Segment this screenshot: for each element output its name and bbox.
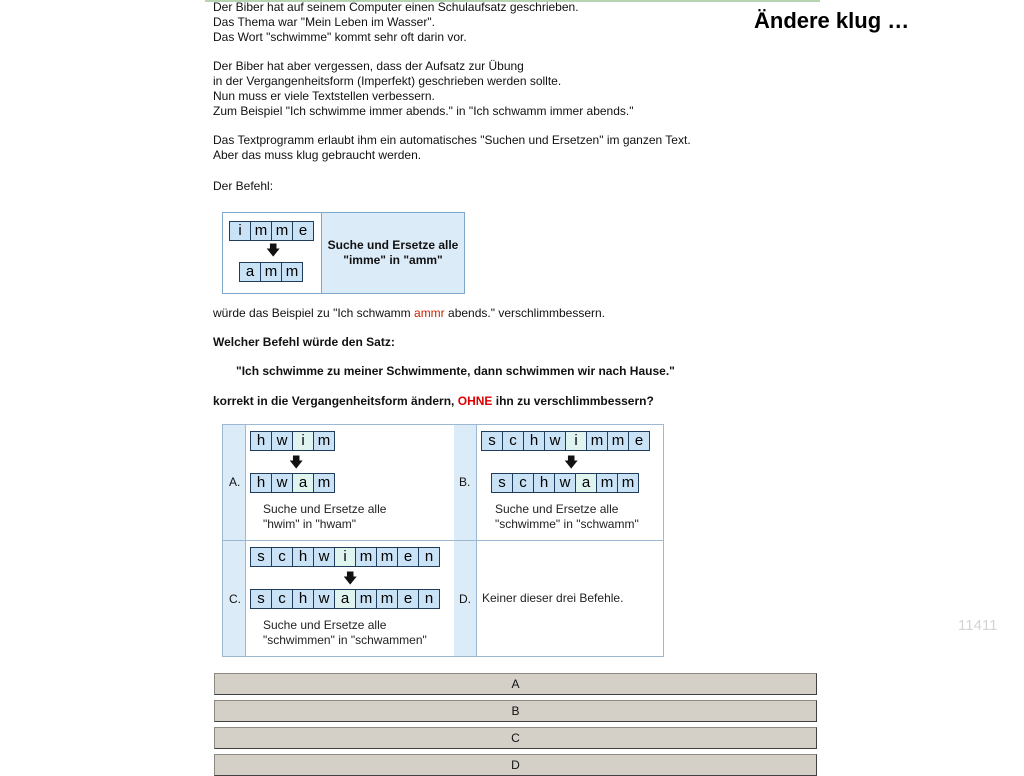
intro-line: Der Biber hat auf seinem Computer einen Schulaufsatz geschrieben. — [213, 0, 579, 14]
down-arrow-icon: 🡇 — [289, 454, 304, 470]
option-a-replace-tiles — [250, 473, 335, 493]
letter-tile: h — [250, 431, 272, 451]
letter-tile: m — [617, 473, 639, 493]
option-c-caption-line: Suche und Ersetze alle — [263, 618, 387, 632]
letter-tile: m — [260, 262, 282, 282]
tool-paragraph — [213, 133, 691, 163]
problem-paragraph — [213, 59, 634, 119]
option-d-text: Keiner dieser drei Befehle. — [482, 591, 624, 605]
option-a-caption-line: Suche und Ersetze alle — [263, 502, 387, 516]
example-caption — [322, 213, 464, 293]
option-a-search-tiles — [250, 431, 335, 451]
instruction-after: ihn zu verschlimmbessern? — [492, 394, 654, 408]
letter-tile: w — [554, 473, 576, 493]
example-command-box — [222, 212, 465, 294]
letter-tile: c — [271, 547, 293, 567]
letter-tile: m — [376, 589, 398, 609]
option-c-caption — [263, 618, 427, 648]
option-a-caption-line: "hwim" in "hwam" — [263, 517, 357, 531]
letter-tile: e — [397, 547, 419, 567]
letter-tile: e — [628, 431, 650, 451]
letter-tile: s — [481, 431, 503, 451]
letter-tile: a — [292, 473, 314, 493]
letter-tile: c — [502, 431, 524, 451]
example-search-tiles — [229, 221, 314, 241]
letter-tile: m — [355, 547, 377, 567]
answer-button-d[interactable]: D — [214, 754, 817, 776]
option-a-letter: A. — [229, 475, 241, 489]
letter-tile: h — [533, 473, 555, 493]
question-sentence: "Ich schwimme zu meiner Schwimmente, dann schwimmen wir nach Hause." — [236, 364, 675, 378]
letter-tile: h — [523, 431, 545, 451]
letter-tile: m — [607, 431, 629, 451]
letter-tile: m — [313, 431, 335, 451]
option-b-caption-line: "schwimme" in "schwamm" — [495, 517, 639, 531]
grid-divider — [223, 540, 663, 541]
letter-tile: n — [418, 589, 440, 609]
letter-tile: c — [512, 473, 534, 493]
option-b-caption-line: Suche und Ersetze alle — [495, 502, 619, 516]
down-arrow-icon: 🡇 — [266, 242, 281, 258]
letter-tile: s — [250, 547, 272, 567]
option-d-letter: D. — [459, 592, 471, 606]
option-b-search-tiles — [481, 431, 650, 451]
option-c-caption-line: "schwimmen" in "schwammen" — [263, 633, 427, 647]
problem-line: Zum Beispiel "Ich schwimme immer abends." in "Ich schwamm immer abends." — [213, 104, 634, 118]
example-caption-line: "imme" in "amm" — [343, 253, 443, 267]
question-instruction — [213, 394, 654, 409]
letter-tile: m — [281, 262, 303, 282]
letter-tile: w — [313, 547, 335, 567]
question-line: Welcher Befehl würde den Satz: — [213, 335, 395, 349]
tool-line: Das Textprogramm erlaubt ihm ein automatisches "Suchen und Ersetzen" im ganzen Text. — [213, 133, 691, 147]
intro-paragraph — [213, 0, 579, 45]
letter-tile: a — [239, 262, 261, 282]
letter-tile: m — [376, 547, 398, 567]
down-arrow-icon: 🡇 — [343, 570, 358, 586]
instruction-highlight: OHNE — [457, 394, 493, 408]
example-tiles-panel — [223, 213, 322, 293]
task-id-number: 11411 — [958, 617, 998, 634]
letter-tile: h — [292, 589, 314, 609]
letter-tile: a — [334, 589, 356, 609]
result-sentence — [213, 306, 605, 321]
answer-options-grid — [222, 424, 664, 657]
letter-tile: i — [334, 547, 356, 567]
letter-tile: i — [229, 221, 251, 241]
letter-tile: w — [313, 589, 335, 609]
option-a-caption — [263, 502, 386, 532]
example-replace-tiles — [239, 262, 303, 282]
letter-tile: e — [292, 221, 314, 241]
letter-tile: m — [250, 221, 272, 241]
letter-tile: i — [565, 431, 587, 451]
instruction-before: korrekt in die Vergangenheitsform ändern, — [213, 394, 458, 408]
letter-tile: m — [596, 473, 618, 493]
letter-tile: s — [491, 473, 513, 493]
letter-tile: w — [544, 431, 566, 451]
result-before: würde das Beispiel zu "Ich schwamm — [213, 306, 415, 320]
letter-tile: m — [586, 431, 608, 451]
problem-line: Nun muss er viele Textstellen verbessern. — [213, 89, 435, 103]
answer-button-a[interactable]: A — [214, 673, 817, 695]
result-highlight: ammr — [414, 306, 445, 320]
example-caption-line: Suche und Ersetze alle — [327, 238, 459, 252]
page-title: Ändere klug … — [754, 8, 910, 33]
down-arrow-icon: 🡇 — [564, 454, 579, 470]
letter-tile: w — [271, 473, 293, 493]
intro-line: Das Thema war "Mein Leben im Wasser". — [213, 15, 435, 29]
intro-line: Das Wort "schwimme" kommt sehr oft darin vor. — [213, 30, 467, 44]
problem-line: in der Vergangenheitsform (Imperfekt) geschrieben werden sollte. — [213, 74, 562, 88]
letter-tile: s — [250, 589, 272, 609]
letter-tile: i — [292, 431, 314, 451]
letter-tile: e — [397, 589, 419, 609]
answer-button-b[interactable]: B — [214, 700, 817, 722]
option-b-caption — [495, 502, 639, 532]
letter-tile: w — [271, 431, 293, 451]
command-label: Der Befehl: — [213, 179, 274, 193]
letter-tile: m — [271, 221, 293, 241]
letter-tile: h — [292, 547, 314, 567]
option-b-replace-tiles — [491, 473, 639, 493]
option-c-letter: C. — [229, 592, 241, 606]
option-c-replace-tiles — [250, 589, 440, 609]
letter-tile: a — [575, 473, 597, 493]
option-c-search-tiles — [250, 547, 440, 567]
letter-tile: n — [418, 547, 440, 567]
letter-tile: m — [313, 473, 335, 493]
tool-line: Aber das muss klug gebraucht werden. — [213, 148, 422, 162]
result-after: abends." verschlimmbessern. — [444, 306, 606, 320]
option-b-letter: B. — [459, 475, 471, 489]
answer-button-c[interactable]: C — [214, 727, 817, 749]
letter-tile: h — [250, 473, 272, 493]
letter-tile: m — [355, 589, 377, 609]
problem-line: Der Biber hat aber vergessen, dass der Aufsatz zur Übung — [213, 59, 524, 73]
letter-tile: c — [271, 589, 293, 609]
